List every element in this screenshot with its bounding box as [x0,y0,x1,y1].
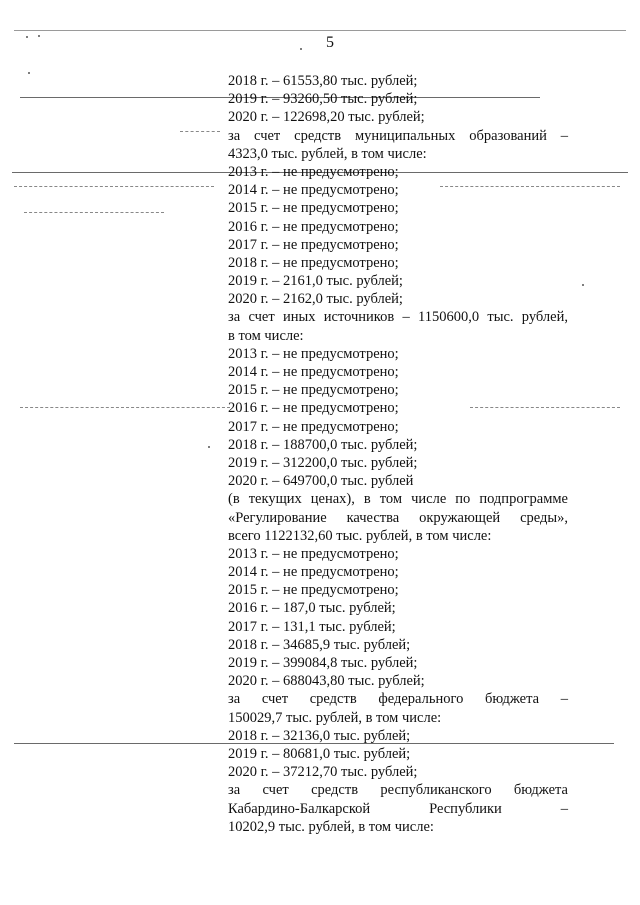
text-line: 2016 г. – не предусмотрено; [228,400,399,417]
text-line: 2014 г. – не предусмотрено; [228,182,399,199]
text-line: 2018 г. – 61553,80 тыс. рублей; [228,73,418,89]
scan-speck [582,284,584,286]
scan-speck [28,72,30,74]
text-line: «Регулирование качества окружающей среды», [228,509,568,526]
text-line: (в текущих ценах), в том числе по подпрограмме [228,491,568,508]
text-line: 2018 г. – 188700,0 тыс. рублей; [228,436,418,453]
text-line: 2016 г. – не предусмотрено; [228,218,399,235]
text-line: 2015 г. – не предусмотрено; [228,582,399,599]
text-line: 2013 г. – не предусмотрено; [228,345,399,362]
text-line: 2014 г. – не предусмотрено; [228,564,399,581]
page-number: 5 [326,34,334,51]
text-line: 2020 г. – 2162,0 тыс. рублей; [228,291,403,308]
text-line: 2017 г. – не предусмотрено; [228,418,399,435]
scan-dash-line [14,186,214,188]
scan-dash-line [24,212,164,214]
text-line: 2020 г. – 37212,70 тыс. рублей; [228,764,418,781]
scan-speck [38,35,40,37]
scan-top-rule [14,30,626,31]
scan-speck [26,36,28,38]
text-line: 2016 г. – 187,0 тыс. рублей; [228,600,396,617]
text-line: за счет средств республиканского бюджета [228,782,568,799]
text-line: 2020 г. – 649700,0 тыс. рублей [228,473,414,490]
text-line: 2019 г. – 93260,50 тыс. рублей; [228,91,418,108]
text-line: 2018 г. – 32136,0 тыс. рублей; [228,727,411,744]
text-line: за счет средств муниципальных образований – [228,127,568,144]
text-line: за счет иных источников – 1150600,0 тыс. рублей, [228,309,568,326]
text-line: 2015 г. – не предусмотрено; [228,382,399,399]
text-line: 2020 г. – 122698,20 тыс. рублей; [228,109,425,126]
text-line: 2019 г. – 80681,0 тыс. рублей; [228,745,411,762]
text-line: 2019 г. – 2161,0 тыс. рублей; [228,273,403,290]
document-body [228,72,568,836]
text-line: 4323,0 тыс. рублей, в том числе: [228,145,427,162]
text-line: 2013 г. – не предусмотрено; [228,545,399,562]
text-line: 2017 г. – не предусмотрено; [228,236,399,253]
scan-speck [208,446,210,448]
text-line: 2019 г. – 312200,0 тыс. рублей; [228,454,418,471]
text-line: в том числе: [228,327,304,344]
text-line: Кабардино-Балкарской Республики – [228,800,568,817]
text-line: 2018 г. – не предусмотрено; [228,254,399,271]
scan-dash-line [180,131,220,133]
text-line: всего 1122132,60 тыс. рублей, в том числе: [228,527,492,544]
text-line: за счет средств федерального бюджета – [228,691,568,708]
scan-dash-line [20,407,230,409]
text-line: 2017 г. – 131,1 тыс. рублей; [228,618,396,635]
text-line: 2015 г. – не предусмотрено; [228,200,399,217]
text-line: 10202,9 тыс. рублей, в том числе: [228,818,434,835]
text-line: 150029,7 тыс. рублей, в том числе: [228,709,442,726]
text-line: 2014 г. – не предусмотрено; [228,364,399,380]
text-line: 2020 г. – 688043,80 тыс. рублей; [228,673,425,690]
scan-speck [300,48,302,50]
text-line: 2018 г. – 34685,9 тыс. рублей; [228,636,411,653]
text-line: 2013 г. – не предусмотрено; [228,163,399,180]
text-line: 2019 г. – 399084,8 тыс. рублей; [228,655,418,671]
